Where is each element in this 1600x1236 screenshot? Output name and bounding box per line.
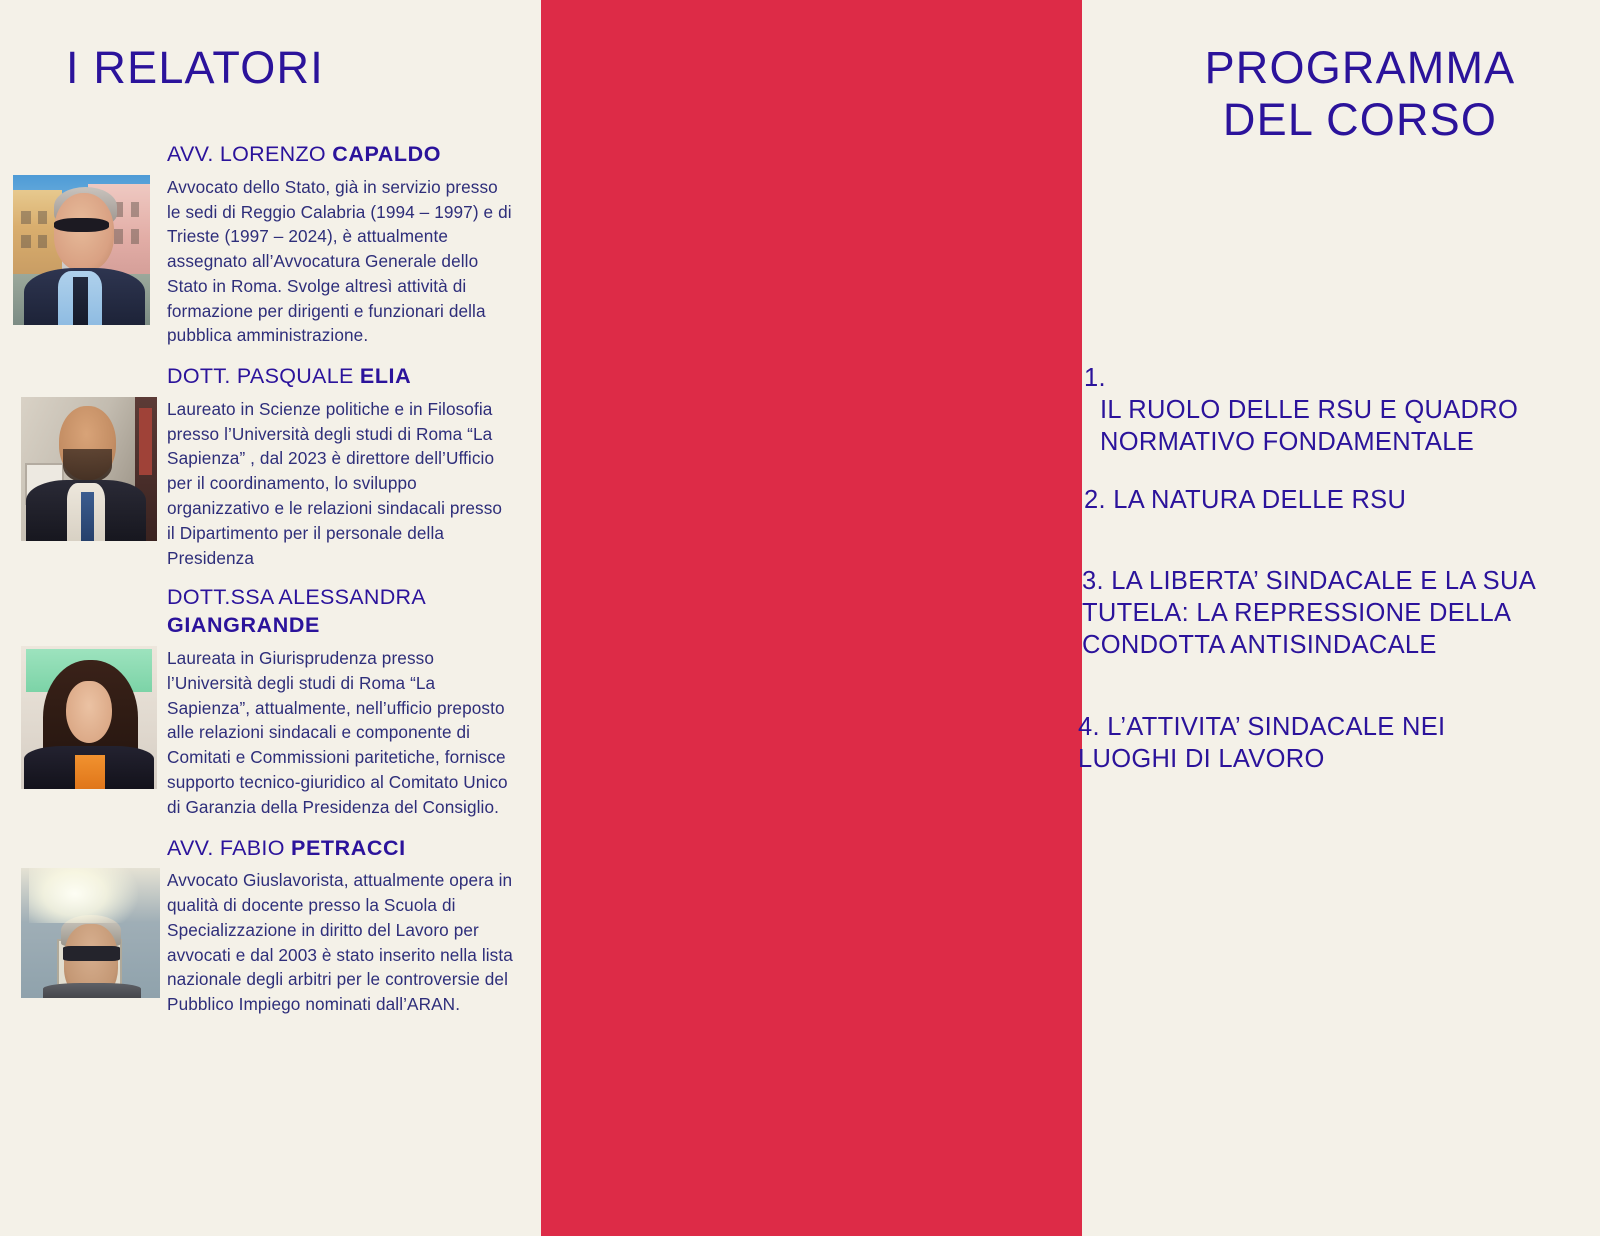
programme-item-text: LA NATURA DELLE RSU (1113, 486, 1407, 515)
speaker-title: AVV. LORENZO (167, 142, 333, 166)
programme-item (1082, 565, 1552, 661)
speaker-bio: Laureata in Giurisprudenza presso l’Università degli studi di Roma “La Sapienza”, attualmente, nell’ufficio preposto alle relazioni sindacali e componente di Comitati e Commissioni paritetiche, fornisce supporto tecnico-giuridico al Comitato Unico di Garanzia della Presidenza del Consiglio. (167, 648, 508, 817)
speaker-title: DOTT.SSA ALESSANDRA (167, 585, 425, 610)
programme-title-line2: DEL CORSO (1222, 94, 1498, 146)
speaker-body (0, 397, 541, 570)
speaker-bio: Avvocato dello Stato, già in servizio presso le sedi di Reggio Calabria (1994 – 1997) e di Trieste (1997 – 2024), è attualmente assegnato all’Avvocatura Generale dello Stato in Roma. Svolge altresì attività di formazione per dirigenti e funzionari della pubblica amministrazione. (167, 176, 512, 346)
programme-column (1078, 0, 1600, 1236)
speaker-surname: GIANGRANDE (167, 613, 320, 638)
speaker-bio: Laureato in Scienze politiche e in Filosofia presso l’Università degli studi di Roma “La Sapienza” , dal 2023 è direttore dell’Ufficio per il coordinamento, lo sviluppo organizzativo e le relazioni sindacali presso il Dipartimento per il personale della Presidenza (167, 398, 503, 568)
programme-item-number: 3. (1082, 566, 1104, 595)
programme-title-line1: PROGRAMMA (1204, 42, 1516, 93)
programme-item (1084, 362, 1552, 458)
speaker-photo (13, 175, 150, 325)
page-title-programma (1140, 42, 1580, 146)
speaker-body (0, 868, 541, 1017)
programme-item-text: LA LIBERTA’ SINDACALE E LA SUA TUTELA: LA REPRESSIONE DELLA CONDOTTA ANTISINDACALE (1082, 566, 1535, 659)
red-divider-panel (541, 0, 1082, 1236)
speaker-title: DOTT. PASQUALE (167, 364, 360, 389)
speaker-name (167, 834, 541, 863)
speaker-body (0, 646, 541, 819)
speaker-name (167, 362, 541, 391)
speaker-name (167, 584, 541, 640)
speaker-card (0, 834, 541, 1017)
programme-item (1078, 711, 1552, 775)
page-title-relatori: I RELATORI (66, 42, 324, 93)
programme-item-number: 4. (1078, 712, 1100, 741)
speaker-surname: PETRACCI (291, 835, 406, 860)
programme-item (1084, 484, 1552, 516)
programme-item-text: IL RUOLO DELLE RSU E QUADRO NORMATIVO FONDAMENTALE (1100, 396, 1519, 457)
speaker-bio: Avvocato Giuslavorista, attualmente opera in qualità di docente presso la Scuola di Specializzazione in diritto del Lavoro per avvocati e dal 2003 è stato inserito nella lista nazionale degli arbitri per le controversie del Pubblico Impiego nominati dall’ARAN. (167, 870, 513, 1015)
speaker-photo (21, 646, 157, 789)
speaker-surname: ELIA (359, 364, 412, 389)
speaker-photo (21, 868, 160, 998)
speaker-card (0, 362, 541, 570)
speaker-body (0, 175, 541, 348)
speaker-card (0, 584, 541, 819)
programme-item-number: 1. (1084, 364, 1106, 392)
programme-item-number: 2. (1084, 486, 1106, 515)
speaker-title: AVV. FABIO (167, 835, 291, 860)
speaker-card (0, 140, 541, 348)
programme-items-list (1078, 362, 1552, 775)
speaker-surname: CAPALDO (332, 142, 442, 166)
speakers-column (0, 0, 541, 1236)
speakers-list (0, 140, 541, 1031)
speaker-photo (21, 397, 157, 541)
programme-item-text: L’ATTIVITA’ SINDACALE NEI LUOGHI DI LAVORO (1078, 712, 1446, 773)
speaker-name (167, 140, 541, 169)
